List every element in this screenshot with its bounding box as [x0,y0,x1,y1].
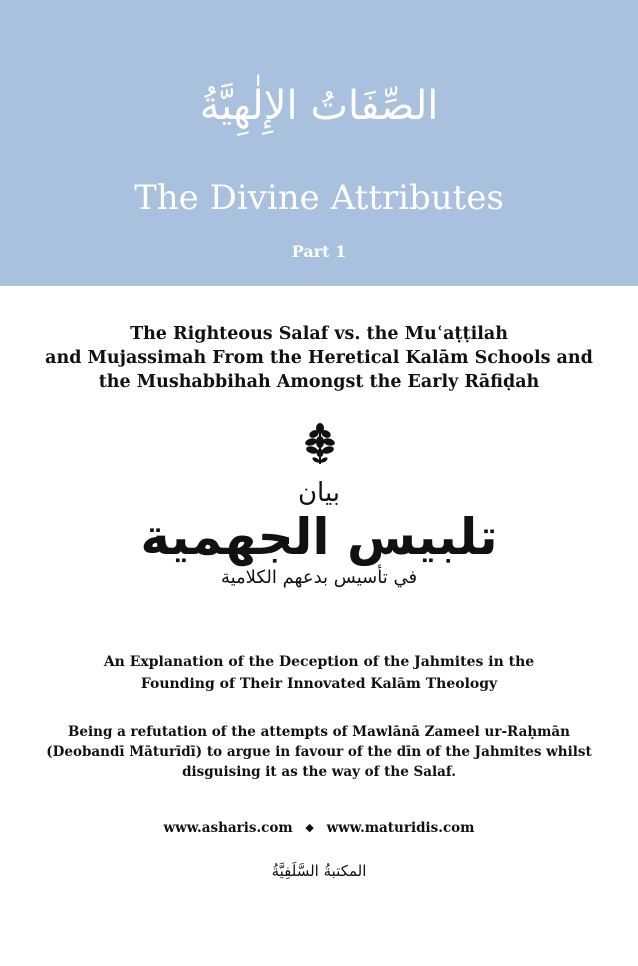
arabic-title: الصِّفَاتُ الإِلٰهِيَّةُ [199,83,439,129]
diamond-separator-icon: ◆ [305,821,314,834]
fleuron-icon [304,422,336,466]
explanation-line: Founding of Their Innovated Kalām Theology [140,676,498,692]
maturidis-link[interactable]: www.maturidis.com [326,820,475,836]
publisher-logo: المكتبةُ السَّلَفِيَّةُ [271,862,367,880]
subtitle-line: and Mujassimah From the Heretical Kalām Schools and [45,348,593,368]
arabic-calligraphy-title [0,478,638,590]
refutation-line: Being a refutation of the attempts of Mawlānā Zameel ur-Raḥmān [68,724,570,740]
subtitle-line: the Mushabbihah Amongst the Early Rāfiḍah [98,372,540,392]
asharis-link[interactable]: www.asharis.com [163,820,293,836]
calligraphy-line: في تأسيس بدعهم الكلامية [220,567,418,588]
refutation-line: disguising it as the way of the Salaf. [182,764,456,780]
explanation-text [40,651,598,695]
explanation-line: An Explanation of the Deception of the Jahmites in the [103,654,535,670]
subtitle-line: The Righteous Salaf vs. the Muʿaṭṭilah [130,324,508,344]
refutation-text [40,722,598,782]
part-label: Part 1 [291,242,347,261]
book-subtitle [40,322,598,394]
website-links [0,818,638,838]
refutation-line: (Deobandī Māturīdī) to argue in favour of the dīn of the Jahmites whilst [46,744,592,760]
title-banner [0,0,638,286]
calligraphy-line: تلبيس الجهمية [140,508,498,566]
calligraphy-line: بيان [297,478,341,508]
book-title: The Divine Attributes [134,178,504,218]
